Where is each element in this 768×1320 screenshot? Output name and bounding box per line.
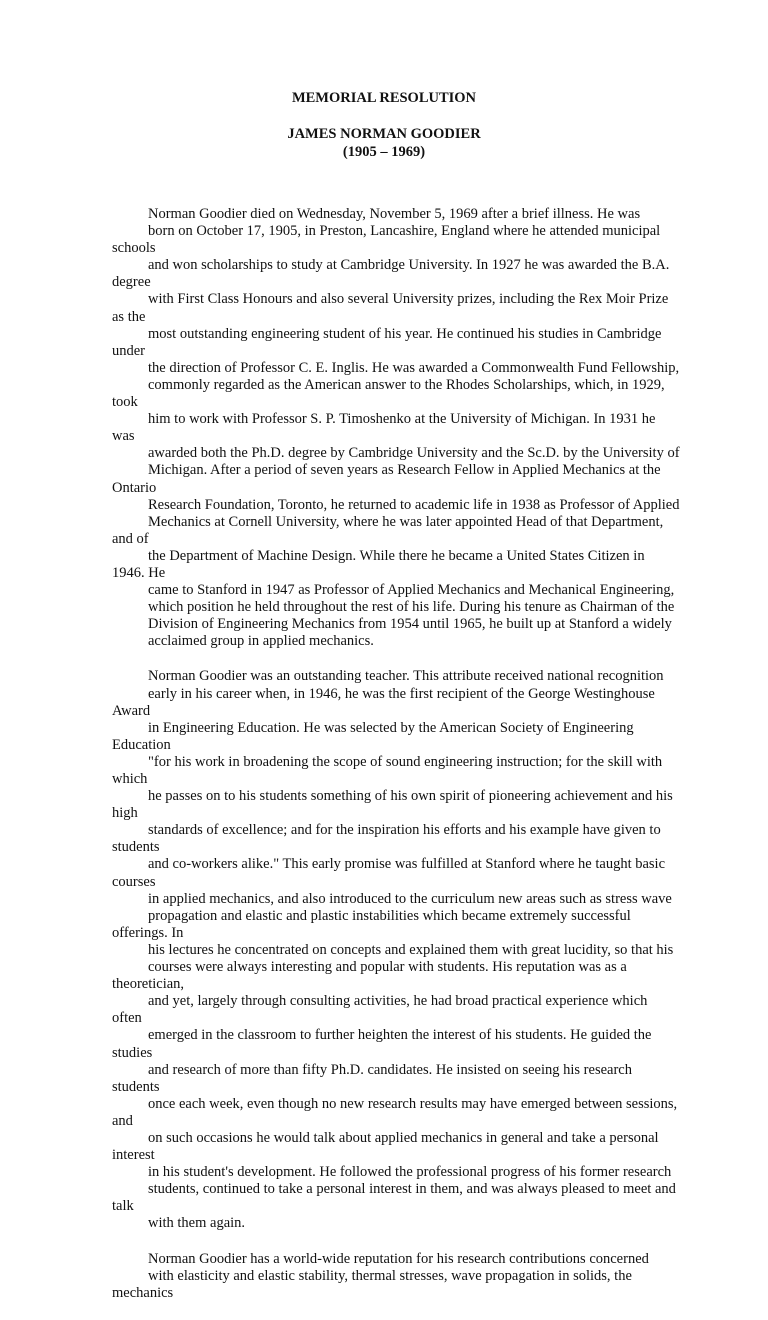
paragraph-line: born on October 17, 1905, in Preston, Lancashire, England where he attended municipal schools bbox=[112, 223, 661, 257]
paragraph-line: Division of Engineering Mechanics from 1954 until 1965, he built up at Stanford a widely bbox=[148, 616, 672, 633]
paragraph-line: standards of excellence; and for the inspiration his efforts and his example have given to students bbox=[112, 822, 661, 856]
paragraph-line: and yet, largely through consulting activities, he had broad practical experience which often bbox=[112, 993, 648, 1027]
paragraph-line: "for his work in broadening the scope of sound engineering instruction; for the skill with which bbox=[112, 753, 663, 787]
paragraph-1 bbox=[112, 206, 680, 650]
paragraph-line: his lectures he concentrated on concepts and explained them with great lucidity, so that his bbox=[148, 941, 674, 958]
paragraph-line: he passes on to his students something of his own spirit of pioneering achievement and his high bbox=[112, 788, 673, 822]
paragraph-line: students, continued to take a personal interest in them, and was always pleased to meet and talk bbox=[112, 1181, 676, 1215]
paragraph-line: early in his career when, in 1946, he was the first recipient of the George Westinghouse Award bbox=[112, 685, 655, 719]
paragraph-line: commonly regarded as the American answer to the Rhodes Scholarships, which, in 1929, took bbox=[112, 376, 665, 411]
paragraph-line: and research of more than fifty Ph.D. candidates. He insisted on seeing his research students bbox=[112, 1061, 632, 1095]
paragraph-line: in Engineering Education. He was selected by the American Society of Engineering Education bbox=[112, 719, 634, 753]
paragraph-line: once each week, even though no new research results may have emerged between sessions, and bbox=[112, 1095, 678, 1129]
paragraph-line: the direction of Professor C. E. Inglis. He was awarded a Commonwealth Fund Fellowship, bbox=[148, 359, 680, 376]
paragraph-line: most outstanding engineering student of his year. He continued his studies in Cambridge under bbox=[112, 325, 662, 359]
paragraph-line: acclaimed group in applied mechanics. bbox=[148, 633, 374, 650]
paragraph-line: in his student's development. He followed the professional progress of his former research bbox=[148, 1164, 672, 1181]
paragraph-line: awarded both the Ph.D. degree by Cambridge University and the Sc.D. by the University of bbox=[148, 445, 680, 462]
paragraph-line: Mechanics at Cornell University, where he was later appointed Head of that Department, and of bbox=[112, 513, 664, 547]
paragraph-line: with elasticity and elastic stability, thermal stresses, wave propagation in solids, the mechanics bbox=[112, 1267, 632, 1301]
paragraph-line: and co-workers alike." This early promise was fulfilled at Stanford where he taught basic courses bbox=[112, 856, 666, 890]
paragraph-line: Research Foundation, Toronto, he returned to academic life in 1938 as Professor of Applied bbox=[148, 496, 680, 513]
paragraph-line: emerged in the classroom to further heighten the interest of his students. He guided the studies bbox=[112, 1027, 652, 1061]
paragraph-line: courses were always interesting and popular with students. His reputation was as a theoretician, bbox=[112, 959, 627, 993]
paragraph-line: Michigan. After a period of seven years as Research Fellow in Applied Mechanics at the Ontario bbox=[112, 462, 661, 496]
paragraph-2 bbox=[112, 668, 680, 1232]
paragraph-line: and won scholarships to study at Cambridge University. In 1927 he was awarded the B.A. degree bbox=[112, 257, 670, 291]
paragraph-line: the Department of Machine Design. While there he became a United States Citizen in 1946. He bbox=[112, 547, 645, 581]
paragraph-line: propagation and elastic and plastic instabilities which became extremely successful offerings. In bbox=[112, 907, 631, 941]
paragraph-line: which position he held throughout the rest of his life. During his tenure as Chairman of the bbox=[148, 599, 675, 616]
paragraph-line: with them again. bbox=[148, 1215, 246, 1232]
paragraph-line: in applied mechanics, and also introduced to the curriculum new areas such as stress wave bbox=[148, 890, 672, 907]
paragraph-line: with First Class Honours and also several University prizes, including the Rex Moir Prize as the bbox=[112, 291, 669, 325]
paragraph-line: came to Stanford in 1947 as Professor of Applied Mechanics and Mechanical Engineering, bbox=[148, 582, 675, 599]
paragraph-line: him to work with Professor S. P. Timoshenko at the University of Michigan. In 1931 he was bbox=[112, 411, 656, 445]
document-title: MEMORIAL RESOLUTION bbox=[291, 90, 477, 106]
paragraph-line: Norman Goodier died on Wednesday, November 5, 1969 after a brief illness. He was bbox=[148, 206, 641, 222]
paragraph-line: Norman Goodier has a world-wide reputation for his research contributions concerned bbox=[148, 1250, 649, 1267]
subject-name: JAMES NORMAN GOODIER bbox=[287, 126, 481, 142]
paragraph-line: Norman Goodier was an outstanding teacher. This attribute received national recognition bbox=[148, 668, 664, 685]
paragraph-3 bbox=[112, 1251, 680, 1302]
subject-years: (1905 – 1969) bbox=[342, 144, 426, 160]
document-body bbox=[112, 206, 680, 1320]
paragraph-line: on such occasions he would talk about applied mechanics in general and take a personal interest bbox=[112, 1129, 659, 1164]
